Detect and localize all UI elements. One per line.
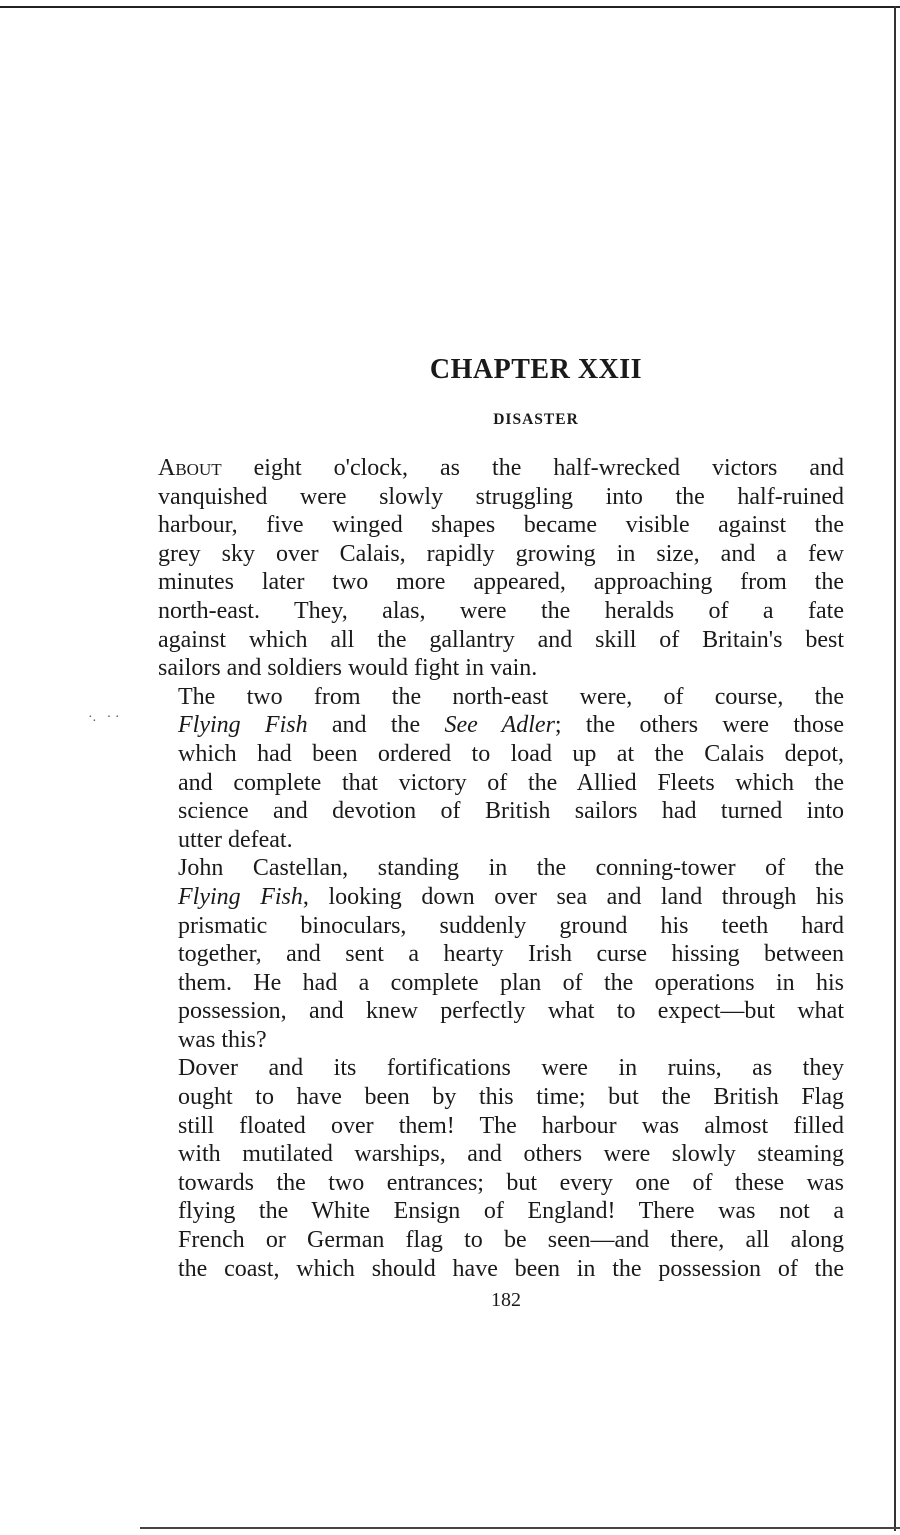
text-line: the coast, which should have been in the possession of the	[178, 1255, 844, 1282]
text-line-with-italics: Flying Fish and the See Adler; the others were those	[178, 712, 844, 739]
scan-border-right	[894, 6, 896, 1531]
text-line: which had been ordered to load up at the Calais depot,	[178, 740, 844, 767]
drop-lead-word: About	[158, 455, 222, 481]
paragraph-3	[158, 854, 844, 1054]
paragraph-4	[158, 1054, 844, 1283]
text-line: French or German flag to be seen—and there, all along	[178, 1227, 844, 1254]
text-line: sailors and soldiers would fight in vain.	[158, 655, 538, 682]
text-line: was this?	[178, 1026, 267, 1053]
text-line: still floated over them! The harbour was almost filled	[178, 1112, 844, 1139]
chapter-title: CHAPTER XXII	[429, 354, 643, 385]
text-line: with mutilated warships, and others were slowly steaming	[178, 1141, 844, 1168]
book-page	[158, 350, 844, 1312]
paragraph-1	[158, 454, 844, 683]
text-line: flying the White Ensign of England! There was not a	[178, 1198, 844, 1225]
text-line: towards the two entrances; but every one of these was	[178, 1169, 844, 1196]
italic-ship-name: Flying Fish	[178, 883, 303, 910]
text-line: together, and sent a hearty Irish curse hissing between	[178, 941, 844, 968]
italic-ship-name: Flying Fish	[178, 712, 308, 739]
text-line: harbour, five winged shapes became visible against the	[158, 512, 844, 539]
text-line: Dover and its fortifications were in ruins, as they	[178, 1055, 844, 1082]
italic-ship-name: See Adler	[444, 712, 555, 739]
chapter-subtitle: DISASTER	[493, 411, 579, 428]
text-line: John Castellan, standing in the conning-tower of the	[178, 855, 844, 882]
page-number: 182	[491, 1289, 521, 1312]
text-line: and complete that victory of the Allied Fleets which the	[178, 769, 844, 796]
paragraph-2	[158, 683, 844, 855]
text-line: possession, and knew perfectly what to expect—but what	[178, 998, 844, 1025]
margin-specks: ·. · ·	[88, 710, 120, 725]
text-line: grey sky over Calais, rapidly growing in size, and a few	[158, 540, 844, 567]
scan-border-top	[0, 6, 900, 8]
text-line: against which all the gallantry and skill of Britain's best	[158, 626, 844, 653]
text-line: vanquished were slowly struggling into the half-ruined	[158, 483, 844, 510]
text-line-with-italics: Flying Fish, looking down over sea and land through his	[178, 883, 844, 910]
text-line: minutes later two more appeared, approaching from the	[158, 569, 844, 596]
text-line: About eight o'clock, as the half-wrecked victors and	[158, 455, 844, 481]
scan-border-bottom	[140, 1527, 900, 1529]
text-line: science and devotion of British sailors had turned into	[178, 798, 844, 825]
text-line: prismatic binoculars, suddenly ground his teeth hard	[178, 912, 844, 939]
text-line: ought to have been by this time; but the British Flag	[178, 1084, 844, 1111]
text-line: them. He had a complete plan of the operations in his	[178, 969, 844, 996]
text-line: utter defeat.	[178, 826, 293, 853]
text-line: The two from the north-east were, of course, the	[178, 683, 844, 710]
text-line: north-east. They, alas, were the heralds of a fate	[158, 597, 844, 624]
